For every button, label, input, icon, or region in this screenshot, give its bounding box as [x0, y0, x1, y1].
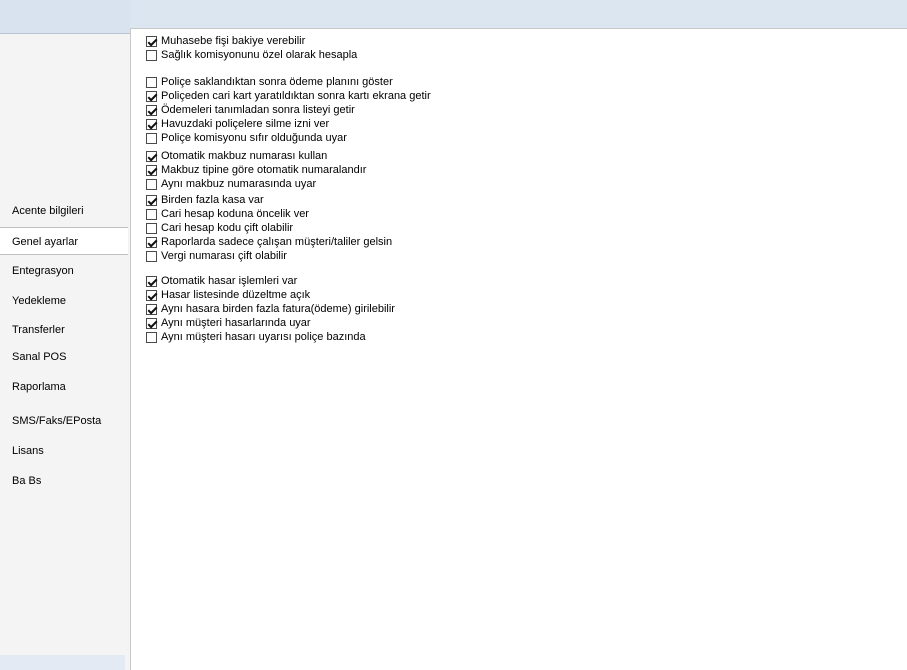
checkbox-box[interactable] [146, 195, 157, 206]
checkbox-havuzdaki-policelere-silme-izni-ver[interactable] [146, 117, 329, 131]
nav-item-sanal-pos[interactable]: Sanal POS [12, 351, 67, 363]
checkbox-police-komisyonu-sifir-oldugunda-uyar[interactable] [146, 131, 347, 145]
nav-item-transferler[interactable]: Transferler [12, 324, 65, 336]
checkbox-otomatik-hasar-islemleri-var[interactable] [146, 274, 297, 288]
checkbox-ayni-makbuz-numarasinda-uyar[interactable] [146, 177, 316, 191]
checkbox-label: Aynı hasara birden fazla fatura(ödeme) girilebilir [161, 303, 395, 315]
checkbox-box[interactable] [146, 165, 157, 176]
checkbox-label: Otomatik hasar işlemleri var [161, 275, 298, 287]
nav-item-ba-bs[interactable]: Ba Bs [12, 475, 42, 487]
checkbox-otomatik-makbuz-numarasi-kullan[interactable] [146, 149, 327, 163]
checkbox-makbuz-tipine-gore-otomatik-numaralandir[interactable] [146, 163, 366, 177]
checkbox-box[interactable] [146, 318, 157, 329]
checkbox-label: Havuzdaki poliçelere silme izni ver [161, 118, 330, 130]
checkbox-saglik-komisyonunu-ozel-olarak-hesapla[interactable] [146, 48, 357, 62]
nav-item-entegrasyon[interactable]: Entegrasyon [12, 265, 74, 277]
checkbox-label: Muhasebe fişi bakiye verebilir [161, 35, 306, 47]
checkbox-label: Cari hesap kodu çift olabilir [161, 222, 294, 234]
checkbox-label: Aynı makbuz numarasında uyar [161, 178, 317, 190]
nav-item-sms-faks-eposta[interactable]: SMS/Faks/EPosta [12, 415, 102, 427]
checkbox-box[interactable] [146, 36, 157, 47]
checkbox-label: Sağlık komisyonunu özel olarak hesapla [161, 49, 358, 61]
checkbox-cari-hesap-koduna-oncelik-ver[interactable] [146, 207, 309, 221]
checkbox-box[interactable] [146, 304, 157, 315]
checkbox-birden-fazla-kasa-var[interactable] [146, 193, 264, 207]
nav-item-yedekleme[interactable]: Yedekleme [12, 295, 67, 307]
checkbox-hasar-listesinde-duzeltme-acik[interactable] [146, 288, 310, 302]
nav-item-acente-bilgileri[interactable]: Acente bilgileri [12, 205, 84, 217]
checkbox-policeden-cari-kart-yaratildiktan-sonra-[interactable] [146, 89, 431, 103]
checkbox-label: Otomatik makbuz numarası kullan [161, 150, 328, 162]
checkbox-box[interactable] [146, 251, 157, 262]
checkbox-box[interactable] [146, 179, 157, 190]
checkbox-label: Aynı müşteri hasarlarında uyar [161, 317, 311, 329]
checkbox-box[interactable] [146, 332, 157, 343]
checkbox-label: Poliçeden cari kart yaratıldıktan sonra kartı ekrana getir [161, 90, 431, 102]
checkbox-raporlarda-sadece-calisan-musteri-talile[interactable] [146, 235, 392, 249]
checkbox-box[interactable] [146, 77, 157, 88]
checkbox-cari-hesap-kodu-cift-olabilir[interactable] [146, 221, 293, 235]
checkbox-box[interactable] [146, 237, 157, 248]
nav-header-area [0, 0, 130, 34]
checkbox-ayni-musteri-hasari-uyarisi-police-bazin[interactable] [146, 330, 366, 344]
checkbox-box[interactable] [146, 133, 157, 144]
checkbox-box[interactable] [146, 209, 157, 220]
checkbox-box[interactable] [146, 50, 157, 61]
checkbox-label: Poliçe saklandıktan sonra ödeme planını göster [161, 76, 393, 88]
checkbox-box[interactable] [146, 105, 157, 116]
nav-item-raporlama[interactable]: Raporlama [12, 381, 66, 393]
checkbox-box[interactable] [146, 276, 157, 287]
checkbox-box[interactable] [146, 290, 157, 301]
nav-footer-area [0, 655, 125, 670]
checkbox-box[interactable] [146, 91, 157, 102]
checkbox-box[interactable] [146, 223, 157, 234]
checkbox-box[interactable] [146, 119, 157, 130]
checkbox-vergi-numarasi-cift-olabilir[interactable] [146, 249, 287, 263]
nav-item-lisans[interactable]: Lisans [12, 445, 44, 457]
checkbox-odemeleri-tanimladan-sonra-listeyi-getir[interactable] [146, 103, 355, 117]
checkbox-label: Raporlarda sadece çalışan müşteri/taliler gelsin [161, 236, 393, 248]
checkbox-label: Ödemeleri tanımladan sonra listeyi getir [161, 104, 355, 116]
top-strip [123, 0, 907, 28]
checkbox-police-saklandiktan-sonra-odeme-planini-[interactable] [146, 75, 393, 89]
checkbox-ayni-musteri-hasarlarinda-uyar[interactable] [146, 316, 311, 330]
checkbox-label: Poliçe komisyonu sıfır olduğunda uyar [161, 132, 347, 144]
checkbox-label: Aynı müşteri hasarı uyarısı poliçe bazında [161, 331, 366, 343]
nav-item-genel-ayarlar[interactable]: Genel ayarlar [0, 227, 128, 255]
checkbox-ayni-hasara-birden-fazla-fatura-odeme-gi[interactable] [146, 302, 395, 316]
checkbox-label: Makbuz tipine göre otomatik numaralandır [161, 164, 367, 176]
checkbox-box[interactable] [146, 151, 157, 162]
checkbox-label: Hasar listesinde düzeltme açık [161, 289, 311, 301]
checkbox-muhasebe-fisi-bakiye-verebilir[interactable] [146, 34, 305, 48]
checkbox-label: Cari hesap koduna öncelik ver [161, 208, 309, 220]
checkbox-label: Vergi numarası çift olabilir [161, 250, 287, 262]
checkbox-label: Birden fazla kasa var [161, 194, 264, 206]
